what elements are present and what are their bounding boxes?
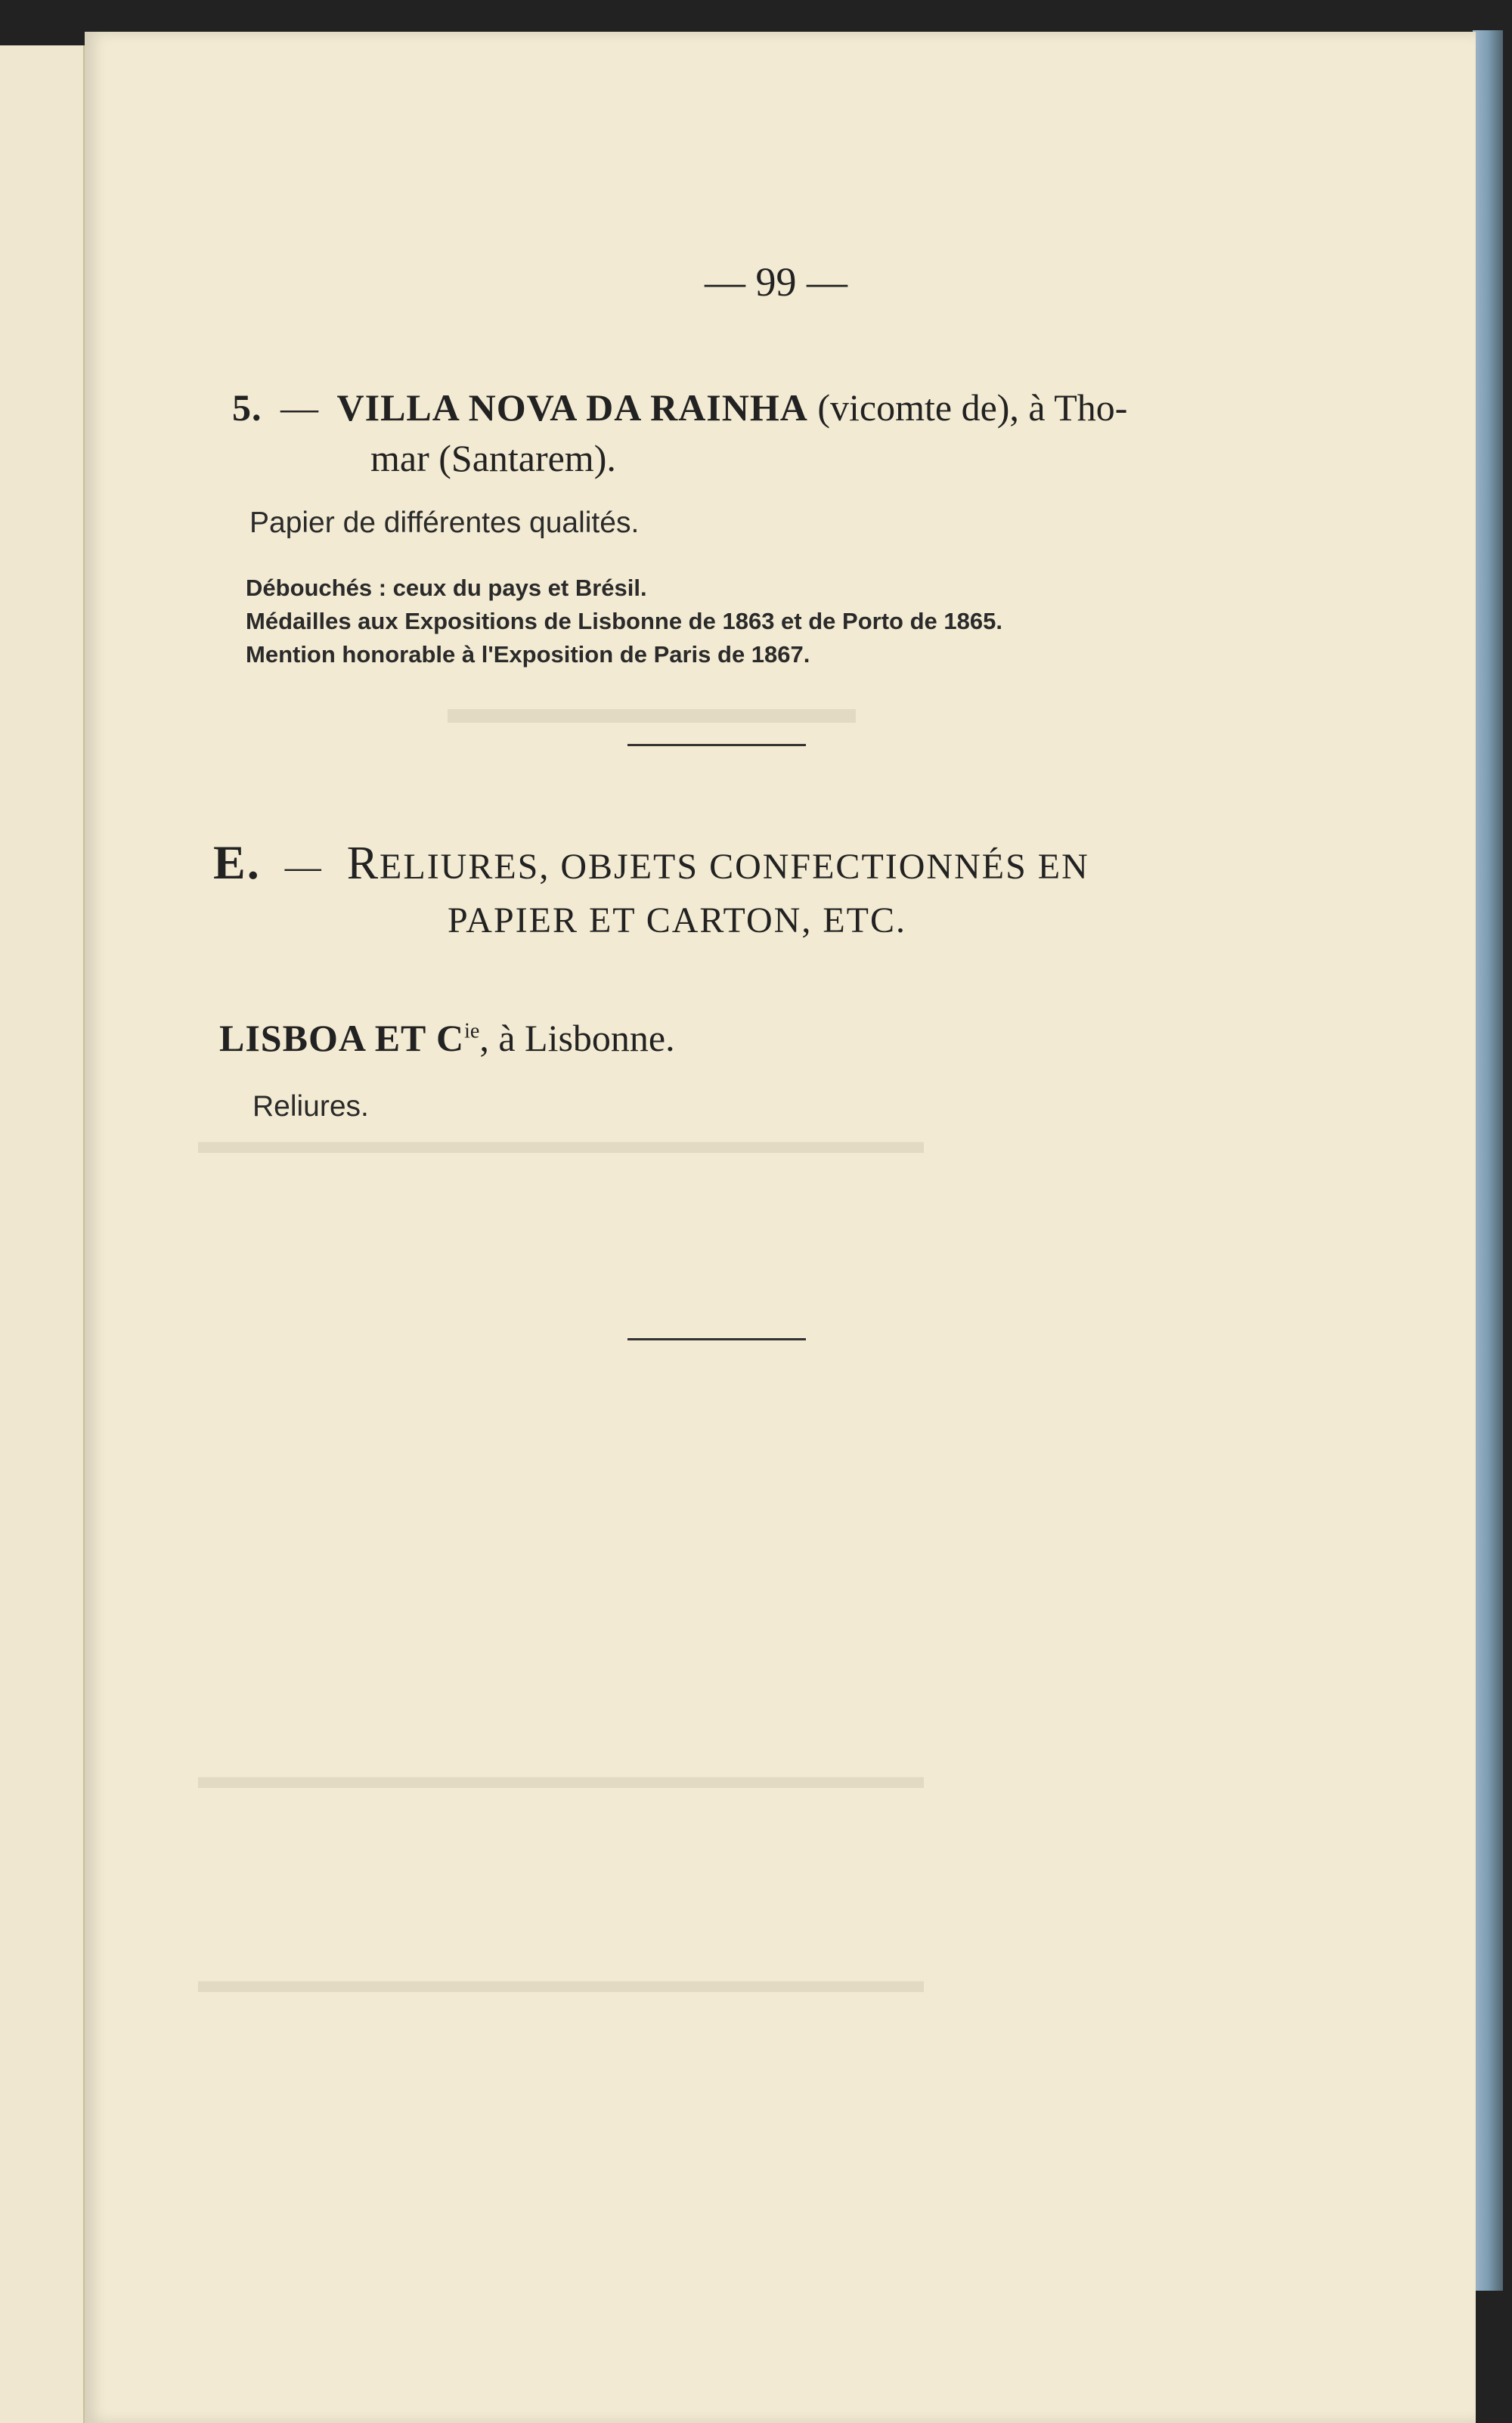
show-through-mark: ▬▬▬▬▬▬▬▬▬▬▬▬▬▬▬▬▬▬▬▬ [198, 1756, 924, 1796]
show-through-mark: ▬▬▬▬▬▬▬▬▬ [448, 683, 856, 733]
exhibitor-name: VILLA NOVA DA RAINHA [336, 386, 808, 429]
entry-5-line-2: mar (Santarem). [370, 437, 616, 479]
section-dash: — [284, 847, 323, 887]
section-heading-line-2: PAPIER ET CARTON, ETC. [448, 900, 906, 940]
section-letter: E. [213, 835, 261, 889]
book-page [85, 32, 1476, 2423]
section-heading-line-1 [213, 835, 1089, 891]
lisboa-description: Reliures. [253, 1090, 369, 1123]
show-through-mark: ▬▬▬▬▬▬▬▬▬▬▬▬▬▬▬▬▬▬▬▬ [198, 1960, 924, 2000]
lisboa-entry-line [219, 1016, 675, 1060]
exhibitor-title: (vicomte de), à Tho- [817, 386, 1128, 429]
cover-edge [1473, 30, 1503, 2291]
entry-dash: — [280, 386, 318, 429]
exhibitor-name-superscript: ie [464, 1019, 480, 1043]
exhibitor-name: LISBOA ET C [219, 1017, 465, 1059]
entry-5-note: Débouchés : ceux du pays et Brésil. [246, 575, 647, 601]
show-through-mark: ▬▬▬▬▬▬▬▬▬▬▬▬▬▬▬▬▬▬▬▬ [198, 1121, 924, 1161]
section-title-initial: R [346, 838, 380, 889]
entry-5-description: Papier de différentes qualités. [249, 507, 640, 539]
page-number: — 99 — [705, 259, 847, 305]
section-title-line-1-rest: , OBJETS CONFECTIONNÉS EN [539, 847, 1089, 887]
entry-5-note: Mention honorable à l'Exposition de Paris de 1867. [246, 641, 810, 668]
section-title-rest: ELIURES [380, 847, 540, 887]
section-divider [627, 744, 806, 746]
section-divider [627, 1338, 806, 1340]
exhibitor-location: , à Lisbonne. [479, 1017, 675, 1059]
facing-page-edge [0, 45, 85, 2423]
entry-5-line-1 [232, 386, 1127, 429]
entry-number: 5. [232, 386, 262, 429]
entry-5-note: Médailles aux Expositions de Lisbonne de 1863 et de Porto de 1865. [246, 608, 1002, 634]
